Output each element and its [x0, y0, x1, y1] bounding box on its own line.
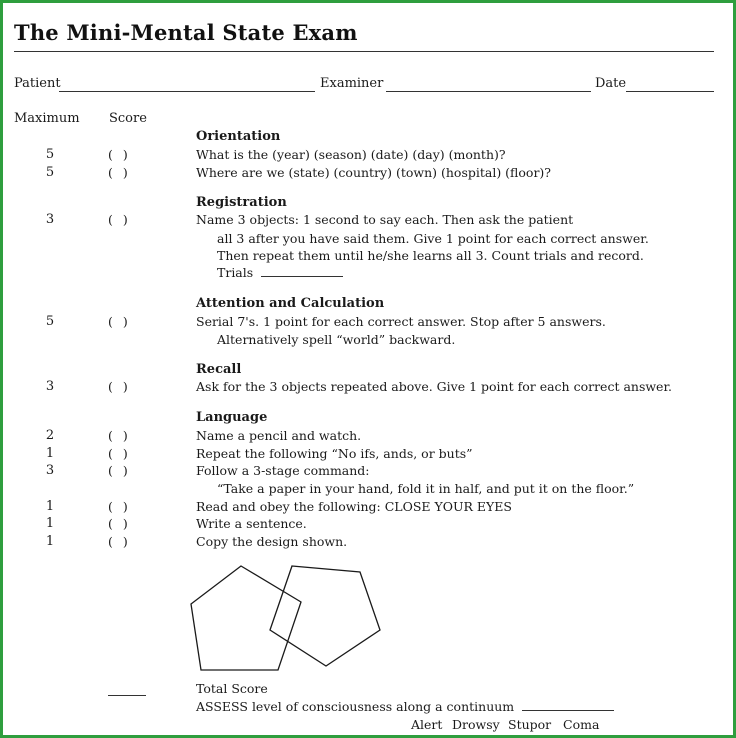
max-score: 3: [45, 463, 55, 478]
date-label: Date: [595, 76, 627, 91]
level-stupor: Stupor: [508, 717, 552, 732]
max-score: 5: [45, 165, 55, 180]
date-field[interactable]: [626, 91, 714, 92]
item-text: Serial 7's. 1 point for each correct answer. Stop after 5 answers.: [196, 314, 606, 329]
total-score-row: [108, 681, 146, 700]
item-text: Write a sentence.: [196, 516, 307, 531]
level-drowsy: Drowsy: [452, 717, 500, 732]
page-title: The Mini-Mental State Exam: [14, 20, 358, 45]
pentagon-left: [191, 566, 301, 670]
score-box[interactable]: ( ): [108, 446, 128, 461]
section-language-heading: Language: [196, 410, 268, 425]
item-text: Follow a 3-stage command:: [196, 463, 370, 478]
item-text: Where are we (state) (country) (town) (hospital) (floor)?: [196, 165, 551, 180]
item-text: Ask for the 3 objects repeated above. Give 1 point for each correct answer.: [196, 379, 673, 394]
score-box[interactable]: ( ): [108, 165, 128, 180]
score-box[interactable]: ( ): [108, 147, 128, 162]
score-box[interactable]: ( ): [108, 463, 128, 478]
score-column-header: Score: [109, 111, 147, 126]
score-box[interactable]: ( ): [108, 516, 128, 531]
trials-row: [217, 265, 343, 280]
score-box[interactable]: ( ): [108, 379, 128, 394]
pentagon-right: [270, 566, 380, 666]
trials-label: Trials: [217, 265, 254, 280]
score-box[interactable]: ( ): [108, 212, 128, 227]
item-text: Name 3 objects: 1 second to say each. Then ask the patient: [196, 212, 574, 227]
intersecting-pentagons-figure: [186, 560, 386, 676]
max-score: 5: [45, 314, 55, 329]
level-coma: Coma: [563, 717, 600, 732]
section-registration-heading: Registration: [196, 195, 287, 210]
maximum-column-header: Maximum: [14, 111, 80, 126]
max-score: 1: [45, 446, 55, 461]
item-text: Read and obey the following: CLOSE YOUR EYES: [196, 499, 512, 514]
max-score: 1: [45, 499, 55, 514]
examiner-label: Examiner: [320, 76, 384, 91]
level-alert: Alert: [411, 717, 443, 732]
total-score-label: Total Score: [196, 681, 268, 696]
section-orientation-heading: Orientation: [196, 129, 281, 144]
assess-row: [196, 699, 614, 714]
total-score-field[interactable]: [108, 683, 146, 696]
max-score: 1: [45, 516, 55, 531]
trials-field[interactable]: [261, 276, 343, 277]
item-text-continued: all 3 after you have said them. Give 1 point for each correct answer.: [217, 231, 649, 246]
max-score: 3: [45, 379, 55, 394]
score-box[interactable]: ( ): [108, 428, 128, 443]
assess-label: ASSESS level of consciousness along a continuum: [196, 699, 515, 714]
item-text-continued: Alternatively spell “world” backward.: [217, 332, 456, 347]
patient-label: Patient: [14, 76, 61, 91]
max-score: 1: [45, 534, 55, 549]
item-text: Copy the design shown.: [196, 534, 348, 549]
max-score: 3: [45, 212, 55, 227]
score-box[interactable]: ( ): [108, 534, 128, 549]
consciousness-field[interactable]: [522, 710, 614, 711]
score-box[interactable]: ( ): [108, 499, 128, 514]
max-score: 5: [45, 147, 55, 162]
max-score: 2: [45, 428, 55, 443]
score-box[interactable]: ( ): [108, 314, 128, 329]
examiner-field[interactable]: [386, 91, 591, 92]
item-text: Repeat the following “No ifs, ands, or buts”: [196, 446, 473, 461]
section-recall-heading: Recall: [196, 362, 242, 377]
title-divider: [14, 51, 714, 52]
item-text-continued: “Take a paper in your hand, fold it in half, and put it on the floor.”: [217, 481, 635, 496]
item-text: What is the (year) (season) (date) (day) (month)?: [196, 147, 506, 162]
item-text-continued: Then repeat them until he/she learns all 3. Count trials and record.: [217, 248, 644, 263]
item-text: Name a pencil and watch.: [196, 428, 362, 443]
section-attention-heading: Attention and Calculation: [196, 296, 385, 311]
patient-field[interactable]: [59, 91, 315, 92]
